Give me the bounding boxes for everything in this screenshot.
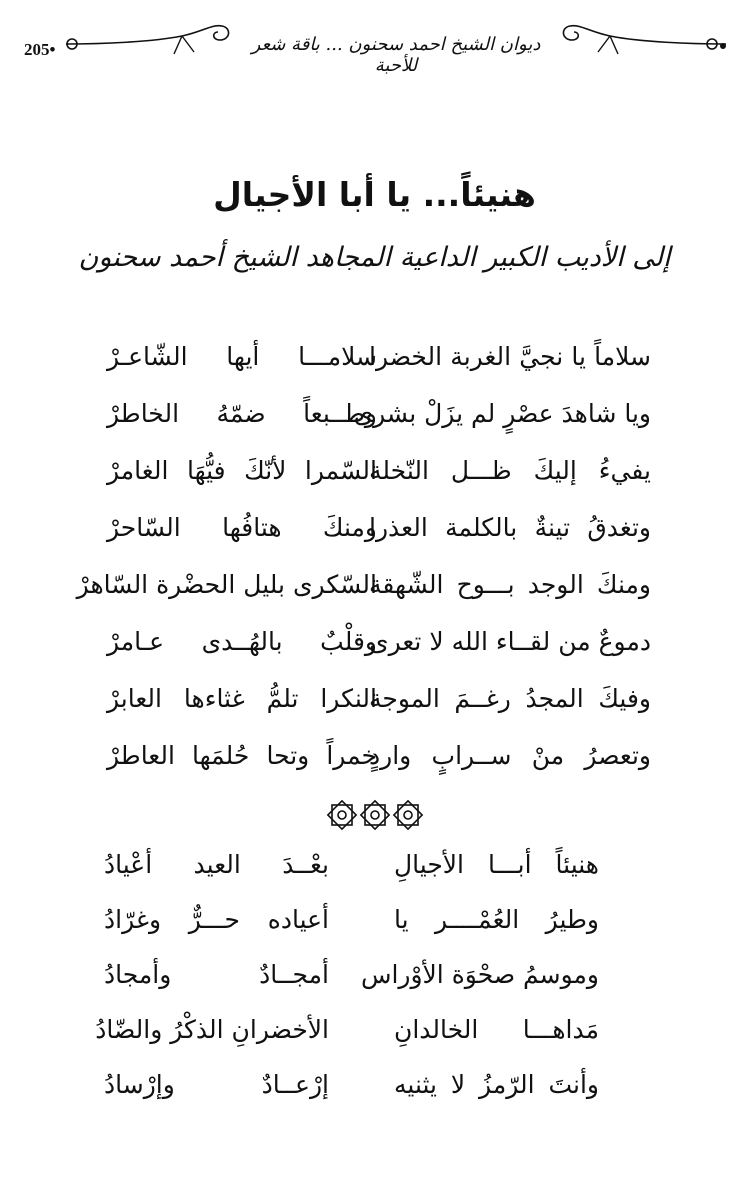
verse: [0, 684, 749, 734]
verse: [0, 905, 749, 955]
verse-first-hemistich: وفيكَ المجدُ رغــمَ الموجة: [369, 684, 651, 713]
verse-first-hemistich: هنيئاً أبـــا الأجيالِ: [394, 850, 599, 879]
verse-second-hemistich: أعياده حـــرٌّ وغرّادُ: [104, 905, 329, 934]
verse: [0, 456, 749, 506]
verse: [0, 513, 749, 563]
left-ornament-icon: [62, 18, 252, 58]
verse: [0, 850, 749, 900]
verse: [0, 627, 749, 677]
verse-second-hemistich: إرْعــادٌ وإرْسادُ: [104, 1070, 329, 1099]
running-title: ديوان الشيخ احمد سحنون ... باقة شعر للأحبة: [251, 34, 541, 76]
right-ornament-icon: [540, 18, 730, 58]
verse-second-hemistich: ومنكَ هتافُها السّاحرْ: [107, 513, 377, 542]
verse-first-hemistich: وأنتَ الرّمزُ لا يثنيه: [394, 1070, 599, 1099]
poem-title: هنيئاً... يا أبا الأجيال: [213, 175, 536, 214]
verse-second-hemistich: النكرا تلمُّ غثاءها العابرْ: [107, 684, 377, 713]
verse-second-hemistich: خمراً وتحا حُلمَها العاطرْ: [107, 741, 377, 770]
verse-second-hemistich: السّكرى بليل الحضْرة السّاهرْ: [76, 570, 377, 599]
verse: [0, 1070, 749, 1120]
verse-first-hemistich: دموعٌ من لقــاء الله لا تعرى: [369, 627, 651, 656]
verse-second-hemistich: سلامـــا أيها الشّاعـرْ: [107, 342, 377, 371]
verse-second-hemistich: بعْــدَ العيد أعْيادُ: [104, 850, 329, 879]
dedication: إلى الأديب الكبير الداعية المجاهد الشيخ أحمد سحنون: [78, 242, 671, 273]
verse-first-hemistich: ويا شاهدَ عصْرٍ لم يزَلْ بشرى: [353, 399, 651, 428]
page-header: [0, 18, 749, 78]
verse-first-hemistich: وتغدقُ تينةٌ بالكلمة العذرا: [369, 513, 651, 542]
page-number: 205•: [24, 40, 56, 59]
verse-first-hemistich: مَداهـــا الخالدانِ: [394, 1015, 599, 1044]
verse-second-hemistich: وطــبعاً ضمّهُ الخاطرْ: [107, 399, 377, 428]
stanza-divider: [0, 798, 749, 834]
verse-first-hemistich: وموسمُ صحْوَة الأوْراس: [360, 960, 599, 989]
verse: [0, 570, 749, 620]
ornament-divider-icon: [325, 798, 425, 832]
verse-second-hemistich: وقلْبٌ بالهُــدى عـامرْ: [107, 627, 377, 656]
verse-second-hemistich: الأخضرانِ الذكْرُ والضّادُ: [95, 1015, 329, 1044]
verse-first-hemistich: وتعصرُ منْ ســرابٍ واردٍ: [369, 741, 651, 770]
verse-second-hemistich: أمجــادٌ وأمجادُ: [104, 960, 329, 989]
verse-first-hemistich: يفيءُ إليكَ ظـــل النّخلة: [369, 456, 651, 485]
verse-first-hemistich: وطيرُ العُمْــــر يا: [394, 905, 599, 934]
verse: [0, 960, 749, 1010]
verse-second-hemistich: السّمرا لأنّكَ فيُّهَا الغامرْ: [107, 456, 377, 485]
verse: [0, 399, 749, 449]
verse-first-hemistich: ومنكَ الوجد بـــوح الشّهقة: [369, 570, 651, 599]
verse: [0, 1015, 749, 1065]
verse-first-hemistich: سلاماً يا نجيَّ الغربة الخضرا: [369, 342, 651, 371]
verse: [0, 342, 749, 392]
verse: [0, 741, 749, 791]
